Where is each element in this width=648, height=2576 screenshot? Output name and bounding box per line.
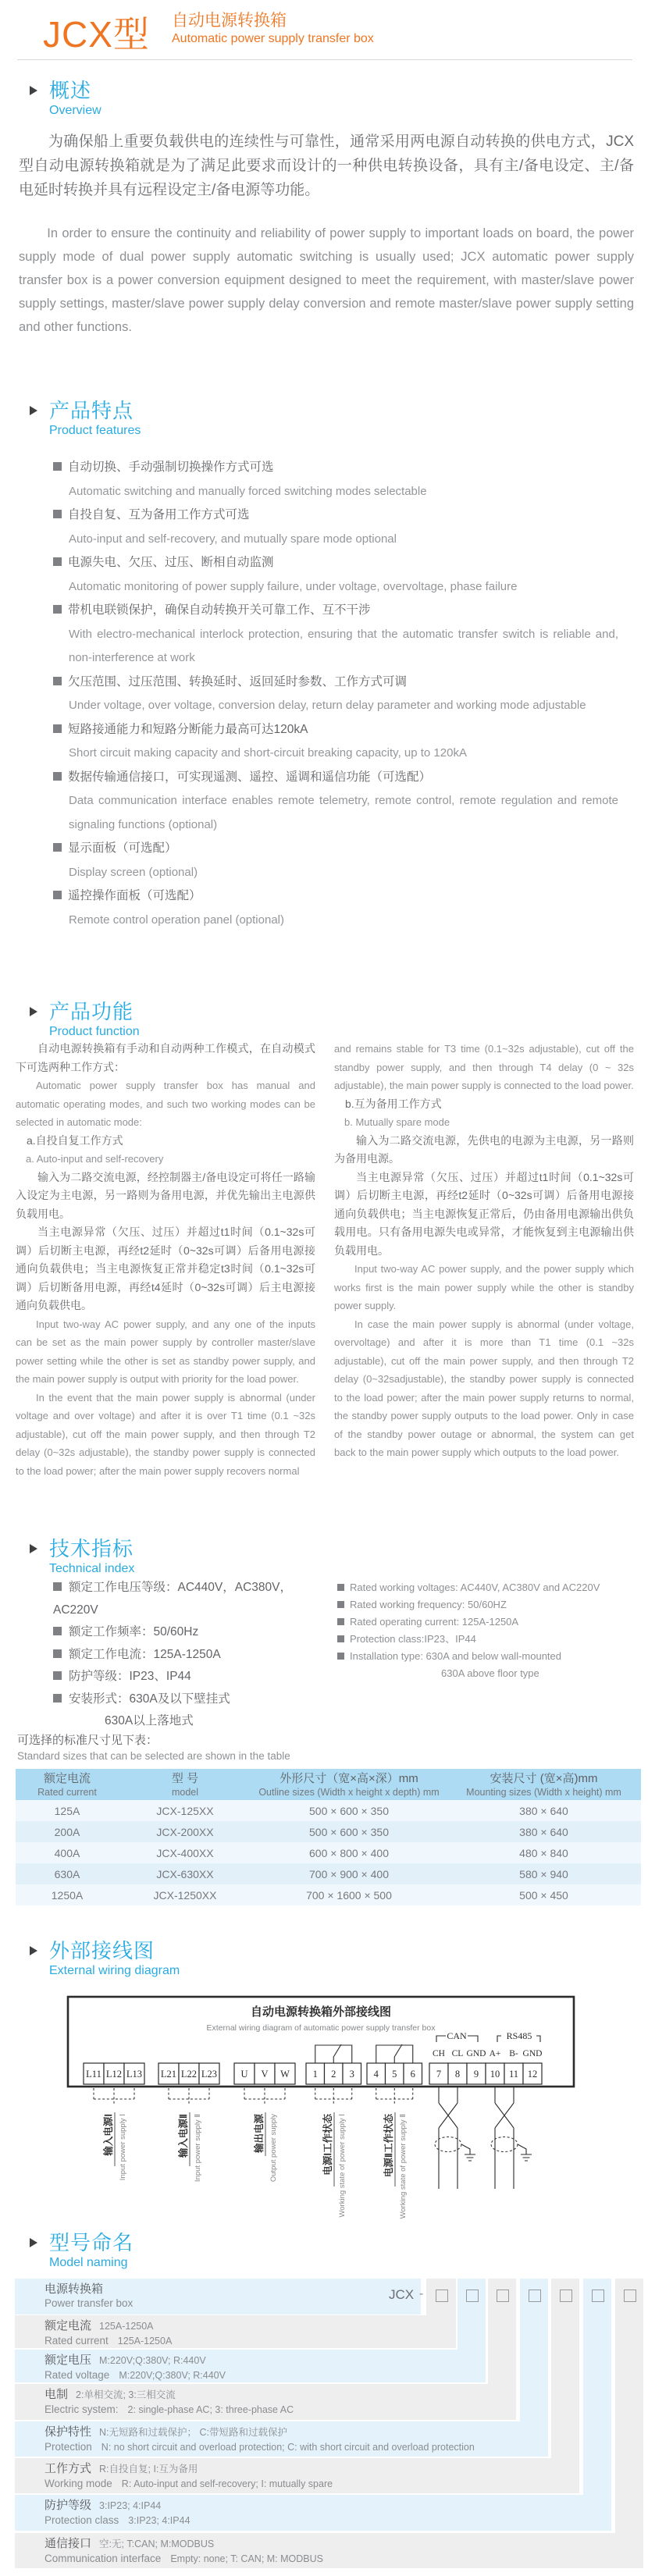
product-title xyxy=(172,8,374,46)
overview-paragraph-cn: 为确保船上重要负载供电的连续性与可靠性，通常采用两电源自动转换的供电方式，JCX型自动电源转换箱就是为了满足此要求而设计的一种供电转换设备，具有主/备电设定、主/备电延时转换并具有远程设定主/备电源等功能。 xyxy=(19,133,634,198)
paragraph: Automatic power supply transfer box has manual and automatic operating modes, and such two working modes can be selected in automatic mode: xyxy=(16,1080,315,1128)
naming-row: 工作方式 R:自投自复; I:互为备用 Working mode R: Auto-input and self-recovery; I: mutually spare xyxy=(15,2458,579,2493)
spec-list-en xyxy=(337,1579,634,1682)
function-column-left xyxy=(16,1040,315,1480)
list-item: 额定工作电流：125A-1250A xyxy=(53,1644,326,1667)
code-box xyxy=(466,2290,479,2302)
section-title-cn: 产品功能 xyxy=(49,1000,134,1023)
code-box xyxy=(560,2290,572,2302)
bullet-square-icon xyxy=(53,1694,62,1703)
pin-label: B- xyxy=(509,2049,518,2058)
naming-row: 防护等级 3:IP23; 4:IP44 Protection class 3:IP23; 4:IP44 xyxy=(15,2495,611,2531)
model-dash: - xyxy=(419,2287,424,2300)
table-row: 400A JCX-400XX 600 × 800 × 400 480 × 840 xyxy=(16,1842,641,1863)
svg-text:L12: L12 xyxy=(105,2069,123,2080)
product-title-cn: 自动电源转换箱 xyxy=(172,12,287,30)
svg-text:8: 8 xyxy=(454,2069,461,2080)
section-title-en: Product function xyxy=(49,1025,140,1038)
section-overview-header xyxy=(30,79,101,118)
table-row: 630A JCX-630XX 700 × 900 × 400 580 × 940 xyxy=(16,1863,641,1884)
svg-text:电源Ⅱ工作状态: 电源Ⅱ工作状态 xyxy=(383,2114,394,2178)
section-title-en: Overview xyxy=(49,104,101,117)
svg-text:1: 1 xyxy=(312,2069,318,2080)
section-features-header xyxy=(30,399,141,438)
feature-en: With electro-mechanical interlock protection, ensuring that the automatic transfer switch is reliable and, non-interference at work xyxy=(69,627,618,664)
svg-text:电源Ⅰ工作状态: 电源Ⅰ工作状态 xyxy=(322,2114,333,2176)
feature-en: Data communication interface enables remote telemetry, remote control, remote regulation and remote signaling functions (optional) xyxy=(69,794,618,831)
svg-text:W: W xyxy=(280,2069,290,2080)
section-title-en: External wiring diagram xyxy=(49,1964,180,1977)
svg-text:Input power supply Ⅱ: Input power supply Ⅱ xyxy=(194,2114,202,2183)
svg-text:10: 10 xyxy=(490,2069,500,2080)
table-header-row xyxy=(16,1769,641,1800)
size-table xyxy=(16,1769,641,1905)
svg-text:4: 4 xyxy=(373,2069,379,2080)
bullet-square-icon xyxy=(53,605,62,614)
paragraph: 当主电源异常（欠压、过压）并超过t1时间（0.1~32s可调）后切断主电源，再经t2延时（0~32s可调）后备用电源接通向负载供电；当主电源恢复正常并稳定t3时间（0.1~32s可调）后切断备用电源，再经t4延时（0~32s可调）后主电源接通向负载供电。 xyxy=(16,1226,315,1311)
column-header: 外形尺寸（宽×高×深）mm Outline sizes (Width x height x depth) mm xyxy=(251,1769,447,1800)
bullet-square-icon xyxy=(53,843,62,852)
naming-row: 通信接口 空:无; T:CAN; M:MODBUS Communication interface Empty: none; T: CAN; M: MODBUS xyxy=(15,2533,643,2568)
list-item xyxy=(53,718,618,766)
triangle-icon xyxy=(30,1544,37,1553)
svg-text:9: 9 xyxy=(473,2069,479,2080)
svg-text:Working state of power supply: Working state of power supply Ⅱ xyxy=(399,2114,408,2219)
svg-text:L21: L21 xyxy=(160,2069,177,2080)
table-row: 200A JCX-200XX 500 × 600 × 350 380 × 640 xyxy=(16,1821,641,1842)
list-item xyxy=(53,456,618,503)
list-item: 安装形式：630A及以下壁挂式 xyxy=(53,1688,326,1711)
feature-en: Under voltage, over voltage, conversion delay, return delay parameter and working mode adjustable xyxy=(69,699,586,712)
feature-en: Remote control operation panel (optional) xyxy=(69,913,284,927)
code-box xyxy=(497,2290,509,2302)
svg-text:L11: L11 xyxy=(86,2069,101,2080)
bullet-square-icon xyxy=(53,1649,62,1658)
list-item: 防护等级：IP23、IP44 xyxy=(53,1666,326,1688)
ground-icon xyxy=(461,2144,475,2161)
pin-label: CL xyxy=(451,2049,464,2058)
feature-cn: 自动切换、手动强制切换操作方式可选 xyxy=(68,461,274,474)
svg-text:输入电源Ⅰ: 输入电源Ⅰ xyxy=(103,2114,114,2156)
paragraph: In the event that the main power supply is abnormal (under voltage and over voltage) and after it is over T1 time (0.1 ~32s adjustable), cut off the main power supply, and then through T2 delay (0~32s adjustable), the standby power supply is connected to the load power; after the main power supply recovers normal xyxy=(16,1391,315,1477)
list-item: 630A以上落地式 xyxy=(105,1714,194,1727)
bullet-square-icon xyxy=(53,462,62,471)
bullet-square-icon xyxy=(53,772,62,781)
paragraph: 自动电源转换箱有手动和自动两种工作模式，在自动模式下可选两种工作方式： xyxy=(16,1042,315,1073)
model-prefix: JCX xyxy=(389,2287,415,2302)
section-title-cn: 技术指标 xyxy=(49,1537,134,1560)
triangle-icon xyxy=(30,406,37,415)
feature-en: Display screen (optional) xyxy=(69,865,198,879)
list-item xyxy=(53,671,618,718)
column-header: 额定电流 Rated current xyxy=(16,1769,119,1800)
list-item: Rated operating current: 125A-1250A xyxy=(337,1614,634,1631)
list-item: 额定工作电压等级：AC440V，AC380V，AC220V xyxy=(53,1581,292,1617)
wiring-diagram xyxy=(66,1995,575,2245)
svg-text:12: 12 xyxy=(527,2069,538,2080)
naming-row: 电源转换箱 Power transfer box xyxy=(15,2279,421,2314)
paragraph: 当主电源异常（欠压、过压）并超过t1时间（0.1~32s可调）后切断主电源，再经t2延时（0~32s可调）后备用电源接通向负载供电；当主电源恢复正常后，仍由备用电源输出供负载用电。只有备用电源失电或异常，才能恢复到主电源输出供负载用电。 xyxy=(334,1170,634,1257)
group-labels xyxy=(102,2112,408,2218)
table-note-cn: 可选择的标准尺寸见下表： xyxy=(17,1734,158,1747)
svg-text:Working state of power supply: Working state of power supply Ⅰ xyxy=(338,2114,347,2218)
svg-text:2: 2 xyxy=(331,2069,336,2080)
rs485-label: RS485 xyxy=(506,2030,532,2041)
svg-text:Output power supply: Output power supply xyxy=(269,2114,278,2183)
paragraph: a. Auto-input and self-recovery xyxy=(26,1153,164,1165)
can-label: CAN xyxy=(447,2030,467,2041)
feature-en: Automatic switching and manually forced switching modes selectable xyxy=(69,484,427,498)
feature-list xyxy=(53,456,618,932)
naming-row: 保护特性 N:无短路和过载保护； C:带短路和过载保护 Protection N: no short circuit and overload protection; C: with short circuit and overload protection xyxy=(15,2421,548,2457)
section-title-en: Technical index xyxy=(49,1562,135,1575)
code-box xyxy=(592,2290,604,2302)
table-row: 1250A JCX-1250XX 700 × 1600 × 500 500 × 450 xyxy=(16,1884,641,1905)
section-naming-header xyxy=(30,2231,134,2270)
naming-row: 额定电压 M:220V;Q:380V; R:440V Rated voltage M:220V;Q:380V; R:440V xyxy=(15,2350,486,2382)
list-item: Rated working frequency: 50/60HZ xyxy=(337,1596,634,1614)
list-item: Protection class:IP23、IP44 xyxy=(337,1631,634,1648)
section-title-cn: 产品特点 xyxy=(49,399,134,422)
bullet-square-icon xyxy=(337,1653,344,1660)
svg-text:Input power supply Ⅰ: Input power supply Ⅰ xyxy=(119,2114,127,2181)
bullet-square-icon xyxy=(337,1584,344,1591)
product-title-en: Automatic power supply transfer box xyxy=(172,32,374,45)
group-straps xyxy=(94,2088,413,2105)
feature-en: Short circuit making capacity and short-circuit breaking capacity, up to 120kA xyxy=(69,746,467,760)
paragraph: In case the main power supply is abnormal (under voltage, overvoltage) and after it is more than T1 time (0.1 ~32s adjustable), cut off the main power supply, and then through T2 delay (0~32sadjustable), the standby power supply is connected to the load power; after the main power supply returns to normal, the standby power supply outputs to the load power. Only in case of the standby power outage or abnormal, the system can get back to the main power supply which outputs to the load power. xyxy=(334,1318,634,1458)
svg-text:11: 11 xyxy=(508,2069,519,2080)
paragraph: and remains stable for T3 time (0.1~32s adjustable), cut off the standby power supply, and then through T4 delay (0 ~ 32s adjustable), the main power supply is connected to the load power. xyxy=(334,1043,634,1091)
model-naming-diagram xyxy=(15,2279,644,2569)
list-item: 额定工作频率：50/60Hz xyxy=(53,1621,326,1644)
feature-cn: 带机电联锁保护，确保自动转换开关可靠工作、互不干涉 xyxy=(68,603,371,617)
svg-text:L23: L23 xyxy=(201,2069,218,2080)
code-column xyxy=(583,2279,611,2531)
function-columns xyxy=(16,1040,634,1480)
feature-en: Automatic monitoring of power supply failure, under voltage, overvoltage, phase failure xyxy=(69,579,518,593)
pin-label: CH xyxy=(433,2049,445,2058)
feature-cn: 电源失电、欠压、过压、断相自动监测 xyxy=(68,556,274,569)
svg-text:输出电源: 输出电源 xyxy=(254,2114,265,2154)
spec-list-cn xyxy=(53,1577,326,1733)
triangle-icon xyxy=(30,2238,37,2247)
list-item xyxy=(53,884,618,932)
section-title-cn: 概述 xyxy=(49,79,92,102)
paragraph: Input two-way AC power supply, and any one of the inputs can be set as the main power supply by controller master/slave power setting while the other is set as standby power supply, and the main power supply is output with priority for the load power. xyxy=(16,1318,315,1385)
product-model-title: JCX型 xyxy=(43,14,150,55)
list-item xyxy=(53,599,618,671)
table-note-en: Standard sizes that can be selected are shown in the table xyxy=(17,1750,290,1762)
pin-label: GND xyxy=(522,2049,543,2058)
svg-text:L22: L22 xyxy=(180,2069,198,2080)
section-wiring-header xyxy=(30,1939,180,1978)
bullet-square-icon xyxy=(53,891,62,899)
table-row: 125A JCX-125XX 500 × 600 × 350 380 × 640 xyxy=(16,1800,641,1821)
diagram-title-cn: 自动电源转换箱外部接线图 xyxy=(250,2006,392,2019)
naming-row: 电制 2:单相交流; 3:三相交流 Electric system: 2: single-phase AC; 3: three-phase AC xyxy=(15,2384,516,2420)
list-item xyxy=(53,766,618,838)
svg-text:5: 5 xyxy=(392,2069,397,2080)
ground-icon xyxy=(518,2144,532,2161)
triangle-icon xyxy=(30,1946,37,1955)
section-technical-header xyxy=(30,1537,134,1576)
overview-paragraph-en: In order to ensure the continuity and reliability of power supply to important loads on board, the power supply mode of dual power supply automatic switching is usually used; JCX automatic power supply transfer box is a power conversion equipment designed to meet the requirement, with master/slave power supply settings, master/slave power supply delay conversion and remote master/slave power supply setting and other functions. xyxy=(19,226,634,334)
bullet-square-icon xyxy=(53,557,62,566)
svg-text:L13: L13 xyxy=(126,2069,143,2080)
paragraph: b.互为备用工作方式 xyxy=(345,1097,442,1110)
pin-label: GND xyxy=(466,2049,486,2058)
section-title-en: Model naming xyxy=(49,2256,128,2269)
naming-row: 额定电流 125A-1250A Rated current 125A-1250A xyxy=(15,2315,456,2348)
svg-text:U: U xyxy=(240,2069,248,2080)
bullet-square-icon xyxy=(337,1601,344,1608)
list-item: Installation type: 630A and below wall-mounted xyxy=(337,1648,634,1665)
paragraph: 输入为二路交流电源，经控制器主/备电设定可将任一路输入设定为主电源，另一路则为备用电源，并优先输出主电源供负载用电。 xyxy=(16,1170,315,1220)
triangle-icon xyxy=(30,86,37,95)
feature-cn: 遥控操作面板（可选配） xyxy=(68,889,201,902)
section-title-cn: 外部接线图 xyxy=(49,1939,155,1962)
bullet-square-icon xyxy=(337,1618,344,1625)
section-title-en: Product features xyxy=(49,424,141,437)
bullet-square-icon xyxy=(337,1635,344,1642)
bullet-square-icon xyxy=(53,1671,62,1680)
svg-text:V: V xyxy=(261,2069,269,2080)
list-item xyxy=(53,503,618,551)
list-item xyxy=(53,551,618,599)
pin-label: A+ xyxy=(489,2049,501,2058)
function-column-right xyxy=(334,1040,634,1480)
list-item: Rated working voltages: AC440V, AC380V and AC220V xyxy=(337,1579,634,1596)
bullet-square-icon xyxy=(53,724,62,733)
paragraph: 输入为二路交流电源，先供电的电源为主电源，另一路则为备用电源。 xyxy=(334,1133,634,1165)
header-divider xyxy=(17,59,632,60)
feature-cn: 数据传输通信接口，可实现遥测、遥控、遥调和遥信功能（可选配） xyxy=(68,770,432,784)
feature-cn: 自投自复、互为备用工作方式可选 xyxy=(68,508,250,521)
column-header: 型 号 model xyxy=(119,1769,251,1800)
triangle-icon xyxy=(30,1007,37,1016)
diagram-title-en: External wiring diagram of automatic power supply transfer box xyxy=(206,2023,436,2033)
code-box xyxy=(436,2290,448,2302)
feature-cn: 显示面板（可选配） xyxy=(68,841,177,855)
svg-text:7: 7 xyxy=(436,2069,442,2080)
list-item xyxy=(53,837,618,884)
code-box xyxy=(529,2290,541,2302)
feature-en: Auto-input and self-recovery, and mutually spare mode optional xyxy=(69,532,397,546)
list-item: 630A above floor type xyxy=(441,1667,539,1679)
code-box xyxy=(624,2290,636,2302)
twisted-pair-can xyxy=(435,2087,475,2189)
feature-cn: 短路接通能力和短路分断能力最高可达120kA xyxy=(68,722,308,736)
paragraph: Input two-way AC power supply, and the power supply which works first is the main power supply while the other is standby power supply. xyxy=(334,1263,634,1311)
section-title-cn: 型号命名 xyxy=(49,2231,134,2254)
bullet-square-icon xyxy=(53,1627,62,1635)
bullet-square-icon xyxy=(53,510,62,518)
svg-text:6: 6 xyxy=(410,2069,415,2080)
bullet-square-icon xyxy=(53,677,62,685)
column-header: 安装尺寸 (宽×高)mm Mounting sizes (Width x height) mm xyxy=(447,1769,641,1800)
feature-cn: 欠压范围、过压范围、转换延时、返回延时参数、工作方式可调 xyxy=(68,674,408,688)
section-function-header xyxy=(30,1000,140,1039)
twisted-pair-rs485 xyxy=(491,2087,532,2189)
paragraph: b. Mutually spare mode xyxy=(344,1116,450,1128)
bullet-square-icon xyxy=(53,1582,62,1591)
code-column xyxy=(615,2279,643,2568)
svg-text:输入电源Ⅱ: 输入电源Ⅱ xyxy=(178,2114,189,2158)
paragraph: a.自投自复工作方式 xyxy=(27,1133,123,1147)
svg-text:3: 3 xyxy=(349,2069,354,2080)
